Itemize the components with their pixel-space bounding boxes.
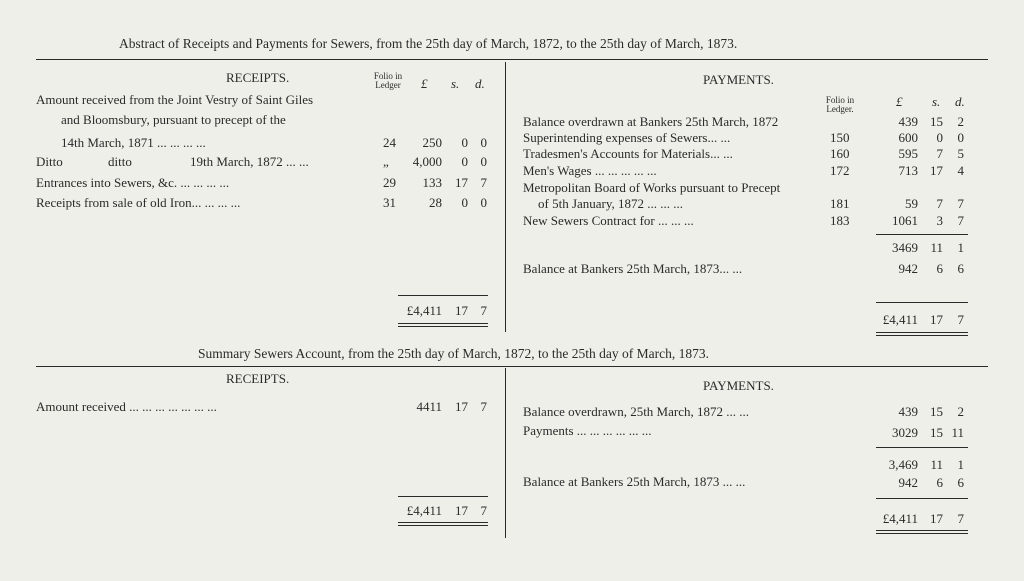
- folio-heading: Folio in Ledger: [373, 71, 403, 90]
- shillings-value: 15: [930, 404, 943, 419]
- title-rule: [36, 59, 988, 60]
- row-label: Balance overdrawn, 25th March, 1872 ... ...: [523, 404, 749, 419]
- double-rule: [876, 335, 968, 336]
- shillings-value: 0: [461, 195, 468, 210]
- payments-heading: PAYMENTS.: [703, 72, 774, 87]
- shillings-total: 17: [930, 312, 943, 327]
- folio-value: 172: [830, 163, 850, 178]
- summary-divider: [505, 368, 506, 538]
- pence-value: 4: [957, 163, 964, 178]
- summary-rule: [36, 366, 988, 367]
- shillings-value: 6: [936, 261, 943, 276]
- row-label: 19th March, 1872 ... ...: [190, 154, 309, 169]
- shillings-value: 7: [936, 146, 943, 161]
- double-rule: [398, 323, 488, 324]
- pounds-value: 439: [898, 114, 918, 129]
- pence-value: 2: [957, 114, 964, 129]
- shillings-value: 0: [936, 130, 943, 145]
- pound-heading: £: [896, 94, 903, 109]
- row-label: New Sewers Contract for ... ... ...: [523, 213, 694, 228]
- pounds-value: 133: [422, 175, 442, 190]
- row-label: Receipts from sale of old Iron... ... ... ...: [36, 195, 241, 210]
- pence-total: 7: [957, 511, 964, 526]
- pence-total: 7: [957, 312, 964, 327]
- row-label: Entrances into Sewers, &c. ... ... ... ...: [36, 175, 230, 190]
- row-label: ditto: [108, 154, 132, 169]
- row-label: Balance at Bankers 25th March, 1873 ... ...: [523, 474, 746, 489]
- shillings-value: 17: [930, 163, 943, 178]
- total-rule: [398, 295, 488, 296]
- pence-heading: d.: [475, 76, 485, 91]
- pounds-value: 3029: [892, 425, 918, 440]
- shillings-value: 15: [930, 425, 943, 440]
- shillings-total: 17: [930, 511, 943, 526]
- shillings-heading: s.: [932, 94, 941, 109]
- row-label: Amount received ... ... ... ... ... ... ...: [36, 399, 217, 414]
- shillings-value: 7: [936, 196, 943, 211]
- row-label: Amount received from the Joint Vestry of Saint Giles: [36, 92, 314, 107]
- shillings-total: 17: [455, 503, 468, 518]
- row-label: of 5th January, 1872 ... ... ...: [538, 196, 684, 211]
- column-divider: [505, 62, 506, 332]
- pounds-value: 439: [898, 404, 918, 419]
- pence-subtotal: 1: [957, 240, 964, 255]
- pence-value: 7: [957, 213, 964, 228]
- double-rule: [876, 533, 968, 534]
- row-label: Ditto: [36, 154, 63, 169]
- pence-value: 0: [480, 135, 487, 150]
- pence-total: 7: [480, 303, 487, 318]
- pounds-value: 4,000: [412, 154, 442, 169]
- pence-value: 7: [957, 196, 964, 211]
- subtotal-rule: [876, 234, 968, 235]
- pence-heading: d.: [955, 94, 965, 109]
- pence-subtotal: 1: [957, 457, 964, 472]
- shillings-value: 6: [936, 475, 943, 490]
- pence-value: 7: [480, 399, 487, 414]
- pence-value: 2: [957, 404, 964, 419]
- row-label: Tradesmen's Accounts for Materials... ...: [523, 146, 733, 161]
- folio-value: 29: [383, 175, 396, 190]
- pence-value: 6: [957, 261, 964, 276]
- shillings-value: 3: [936, 213, 943, 228]
- pence-value: 0: [957, 130, 964, 145]
- shillings-value: 17: [455, 399, 468, 414]
- row-label: Payments ... ... ... ... ... ...: [523, 423, 652, 438]
- double-rule: [398, 522, 488, 523]
- receipts-heading: RECEIPTS.: [226, 371, 290, 386]
- pounds-value: 250: [422, 135, 442, 150]
- row-label: Balance overdrawn at Bankers 25th March, 1872: [523, 114, 779, 129]
- total-rule: [876, 498, 968, 499]
- pounds-value: 713: [898, 163, 918, 178]
- receipts-heading: RECEIPTS.: [226, 70, 290, 85]
- double-rule: [876, 530, 968, 531]
- folio-value: 181: [830, 196, 850, 211]
- pence-value: 0: [480, 154, 487, 169]
- shillings-value: 0: [461, 135, 468, 150]
- shillings-value: 17: [455, 175, 468, 190]
- pounds-value: 4411: [416, 399, 442, 414]
- total-rule: [398, 496, 488, 497]
- row-label: Balance at Bankers 25th March, 1873... ...: [523, 261, 743, 276]
- row-label: and Bloomsbury, pursuant to precept of the: [61, 112, 286, 127]
- pounds-value: 942: [898, 475, 918, 490]
- pence-total: 7: [480, 503, 487, 518]
- shillings-subtotal: 11: [930, 240, 943, 255]
- pence-value: 0: [480, 195, 487, 210]
- double-rule: [876, 332, 968, 333]
- row-label: Men's Wages ... ... ... ... ...: [523, 163, 657, 178]
- folio-value: 150: [830, 130, 850, 145]
- double-rule: [398, 326, 488, 327]
- total-rule: [876, 302, 968, 303]
- pounds-total: £4,411: [406, 303, 442, 318]
- pounds-value: 28: [429, 195, 442, 210]
- pounds-total: £4,411: [406, 503, 442, 518]
- pounds-total: £4,411: [882, 312, 918, 327]
- pounds-total: £4,411: [882, 511, 918, 526]
- double-rule: [398, 525, 488, 526]
- shillings-value: 15: [930, 114, 943, 129]
- pounds-value: 600: [898, 130, 918, 145]
- pence-value: 11: [951, 425, 964, 440]
- row-label: Metropolitan Board of Works pursuant to Precept: [523, 180, 781, 195]
- page-title: Abstract of Receipts and Payments for Sewers, from the 25th day of March, 1872, to the 25th day of March, 1873.: [119, 36, 738, 51]
- pounds-value: 942: [898, 261, 918, 276]
- pound-heading: £: [421, 76, 428, 91]
- pounds-value: 59: [905, 196, 918, 211]
- pounds-value: 595: [898, 146, 918, 161]
- folio-value: „: [383, 154, 389, 169]
- pounds-value: 1061: [892, 213, 918, 228]
- row-label: 14th March, 1871 ... ... ... ...: [61, 135, 206, 150]
- pence-value: 6: [957, 475, 964, 490]
- pence-value: 5: [957, 146, 964, 161]
- pounds-subtotal: 3,469: [888, 457, 918, 472]
- folio-heading: Folio in Ledger.: [825, 95, 855, 114]
- shillings-total: 17: [455, 303, 468, 318]
- folio-value: 31: [383, 195, 396, 210]
- payments-heading: PAYMENTS.: [703, 378, 774, 393]
- pounds-subtotal: 3469: [892, 240, 918, 255]
- folio-value: 24: [383, 135, 396, 150]
- folio-value: 160: [830, 146, 850, 161]
- folio-value: 183: [830, 213, 850, 228]
- row-label: Superintending expenses of Sewers... ...: [523, 130, 731, 145]
- shillings-subtotal: 11: [930, 457, 943, 472]
- shillings-heading: s.: [451, 76, 460, 91]
- shillings-value: 0: [461, 154, 468, 169]
- pence-value: 7: [480, 175, 487, 190]
- summary-title: Summary Sewers Account, from the 25th day of March, 1872, to the 25th day of March, 1873.: [198, 346, 710, 361]
- subtotal-rule: [876, 447, 968, 448]
